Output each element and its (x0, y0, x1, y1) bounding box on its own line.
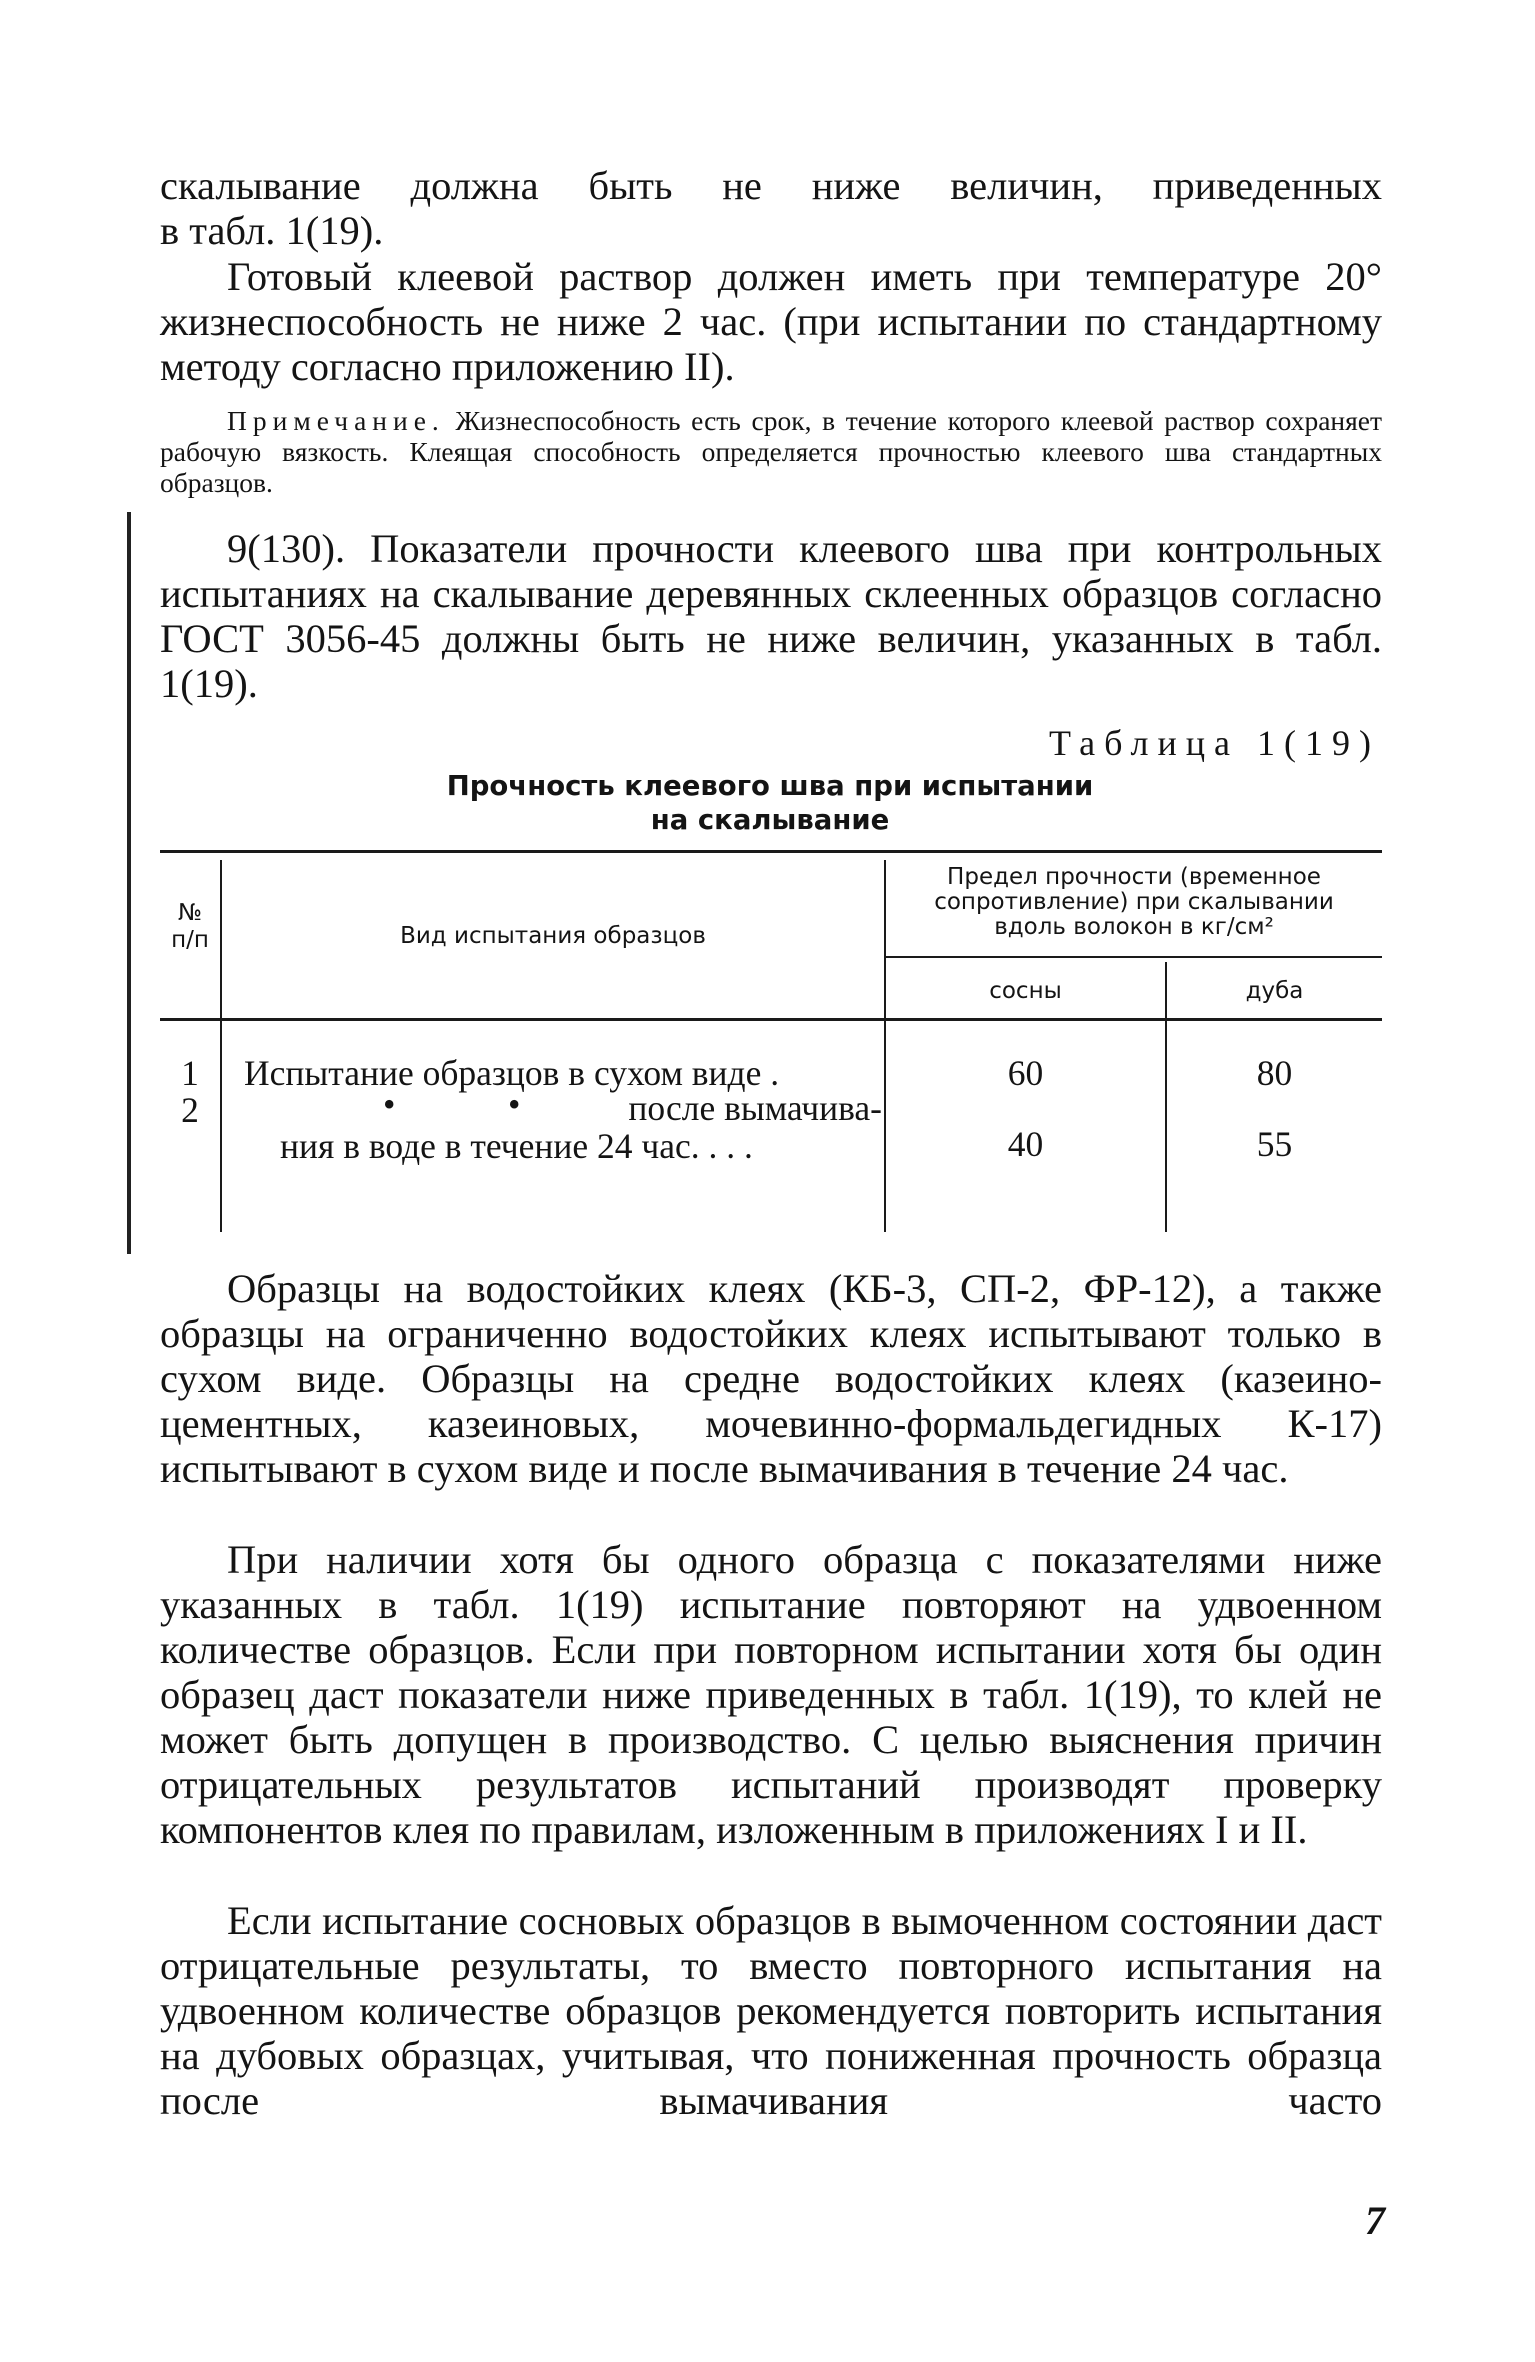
header-strength-limit-line-1: Предел прочности (временное (947, 864, 1321, 890)
table-header-rule (160, 1018, 1382, 1021)
paragraph-strength-requirements: 9(130). Показатели прочности клеевого шва при контрольных испытаниях на скалывание деревянных склеенных образцов согласно ГОСТ 3056-45 должны быть не ниже величин, указанных в табл. 1(19). (160, 526, 1382, 706)
table-top-rule (160, 850, 1382, 853)
row-2-description-line-1: после вымачива- (628, 1088, 882, 1128)
header-number-abbr: п/п (171, 927, 209, 953)
paragraph-glue-pot-life: Готовый клеевой раствор должен иметь при температуре 20° жизнеспособность не ниже 2 час. (при испытании по стандартному методу согласно приложению II). (160, 254, 1382, 389)
row-2-number: 2 (181, 1090, 199, 1130)
header-number (160, 900, 220, 954)
ditto-mark-2: • (508, 1084, 521, 1124)
table-title-line-1: Прочность клеевого шва при испытании (446, 770, 1094, 802)
row-1-oak-value: 80 (1256, 1053, 1293, 1093)
paragraph-continuation-end: в табл. 1(19). (160, 208, 384, 253)
note-heading: Примечание. (227, 405, 445, 436)
header-pine: сосны (989, 978, 1062, 1004)
note (160, 405, 1382, 498)
paragraph-pine-soaked-failure: Если испытание сосновых образцов в вымоченном состоянии даст отрицательные результаты, то вместо повторного испытания на удвоенном количестве образцов рекомендуется повторить испытания на дубовых образцах, учитывая, что пониженная прочность образца после вымачивания часто (160, 1898, 1382, 2123)
margin-change-bar (127, 512, 131, 1254)
table-title-line-2: на скалывание (650, 804, 890, 836)
paragraph-continuation-line: скалывание должна быть не ниже величин, приведенных (160, 163, 1382, 208)
header-strength-limit-line-3: вдоль волокон в кг/см² (994, 914, 1274, 940)
header-oak: дуба (1245, 978, 1304, 1004)
ditto-mark-1: • (383, 1084, 396, 1124)
header-strength-limit-line-2: сопротивление) при скалывании (934, 889, 1334, 915)
paragraph-retest-procedure: При наличии хотя бы одного образца с показателями ниже указанных в табл. 1(19) испытание повторяют на удвоенном количестве образцов. Если при повторном испытании хотя бы один образец даст показатели ниже приведенных в табл. 1(19), то клей не может быть допущен в производство. С целью выяснения причин отрицательных результатов испытаний производят проверку компонентов клея по правилам, изложенным в приложениях I и II. (160, 1537, 1382, 1852)
row-1-number: 1 (181, 1053, 199, 1093)
table-label: Таблица 1(19) (1049, 723, 1380, 763)
table-col-rule-1 (220, 860, 222, 1232)
header-strength-limit (886, 865, 1382, 940)
header-test-kind: Вид испытания образцов (400, 923, 706, 949)
page-number: 7 (1365, 2198, 1385, 2243)
row-2-oak-value: 55 (1256, 1124, 1293, 1164)
row-2-pine-value: 40 (1007, 1124, 1044, 1164)
row-1-pine-value: 60 (1007, 1053, 1044, 1093)
note-body: Жизнеспособность есть срок, в течение которого клеевой раствор сохраняет рабочую вязкость. Клеящая способность определяется прочностью клеевого шва стандартных образцов. (160, 405, 1382, 498)
table-subheader-rule (886, 956, 1382, 958)
header-number-symbol: № (178, 900, 202, 926)
row-2-description-line-2: ния в воде в течение 24 час. . . . (280, 1126, 753, 1166)
table-title (340, 769, 1200, 837)
paragraph-water-resistant-glues: Образцы на водостойких клеях (КБ-3, СП-2, ФР-12), а также образцы на ограниченно водостойких клеях испытывают только в сухом виде. Образцы на средне водостойких клеях (казеино-цементных, казеиновых, мочевинно-формальдегидных К-17) испытывают в сухом виде и после вымачивания в течение 24 час. (160, 1266, 1382, 1491)
row-1-description: Испытание образцов в сухом виде . (244, 1053, 780, 1093)
